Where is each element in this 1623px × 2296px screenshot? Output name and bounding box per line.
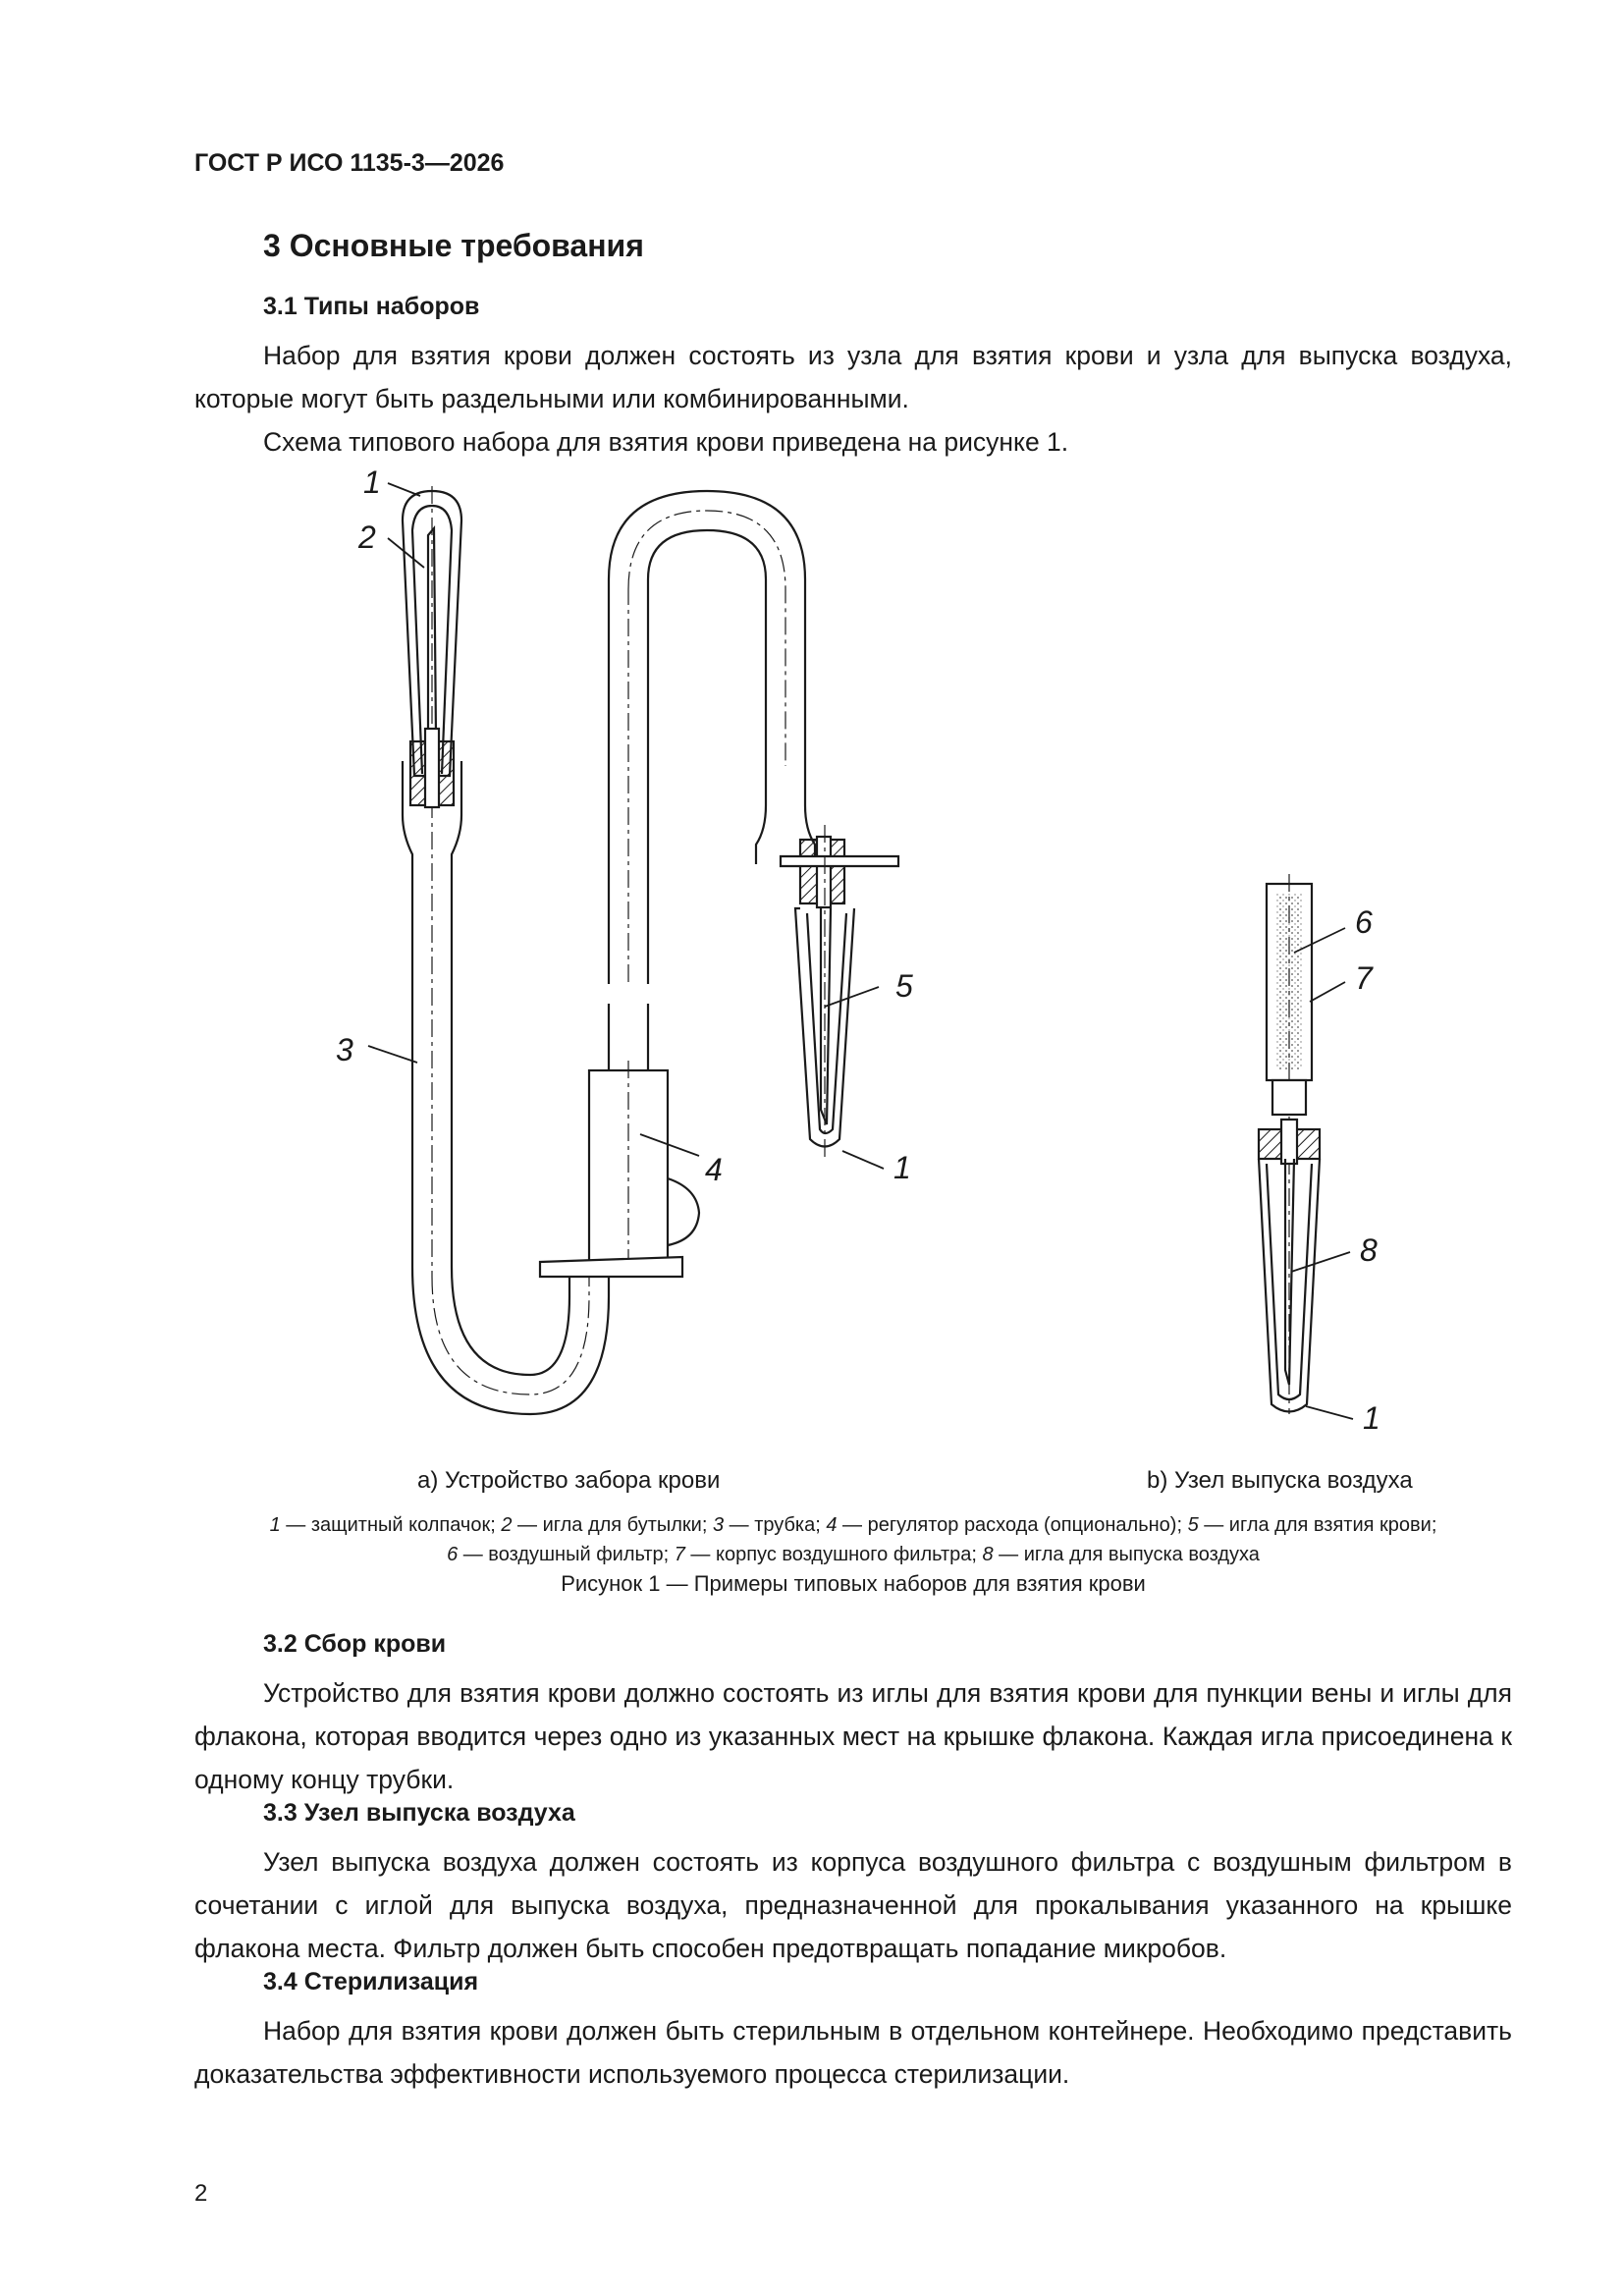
figure-title: Рисунок 1 — Примеры типовых наборов для взятия крови — [561, 1571, 1146, 1596]
legend-line-2 — [194, 1540, 1512, 1569]
figure-caption-b: b) Узел выпуска воздуха — [1147, 1467, 1413, 1494]
air-inlet-device — [1259, 874, 1320, 1414]
legend-number: 8 — [982, 1544, 994, 1565]
section-title: 3 Основные требования — [263, 228, 644, 263]
legend-text: — трубка; — [724, 1514, 827, 1536]
legend-text: — защитный колпачок; — [280, 1514, 502, 1536]
legend-number: 1 — [269, 1514, 281, 1536]
flow-regulator-wheel — [668, 1178, 699, 1245]
label-3: 3 — [336, 1032, 353, 1067]
label-1-top: 1 — [363, 465, 381, 500]
subsection-3-4-body — [194, 2009, 1512, 2096]
figure-caption-a: a) Устройство забора крови — [417, 1467, 721, 1494]
document-header: ГОСТ Р ИСО 1135-3—2026 — [194, 149, 505, 177]
legend-number: 4 — [826, 1514, 838, 1536]
legend-number: 5 — [1187, 1514, 1199, 1536]
legend-number: 7 — [674, 1544, 685, 1565]
legend-text: — воздушный фильтр; — [458, 1544, 675, 1565]
subsection-3-1-body — [194, 334, 1512, 464]
label-1-b: 1 — [1363, 1400, 1380, 1436]
subsection-3-4-heading: 3.4 Стерилизация — [263, 1968, 479, 1995]
page-number: 2 — [194, 2180, 208, 2207]
legend-number: 2 — [501, 1514, 513, 1536]
legend-number: 6 — [447, 1544, 459, 1565]
legend-text: — корпус воздушного фильтра; — [684, 1544, 983, 1565]
figure-legend — [194, 1510, 1512, 1569]
blood-collection-device — [403, 486, 898, 1414]
label-7: 7 — [1355, 960, 1373, 996]
figure-leader-lines — [368, 483, 1353, 1419]
legend-text: — игла для выпуска воздуха — [993, 1544, 1260, 1565]
legend-line-1 — [194, 1510, 1512, 1540]
label-4: 4 — [705, 1152, 723, 1187]
flow-regulator-base — [540, 1257, 682, 1277]
subsection-3-2-body — [194, 1671, 1512, 1801]
subsection-3-1-heading: 3.1 Типы наборов — [263, 293, 480, 320]
legend-text: — регулятор расхода (опционально); — [837, 1514, 1188, 1536]
legend-number: 3 — [712, 1514, 725, 1536]
paragraph: Узел выпуска воздуха должен состоять из корпуса воздушного фильтра с воздушным фильтром в сочетании с иглой для выпуска воздуха, предназначенной для прокалывания указанного на крышке флакона места. Фильтр должен быть способен предотвращать попадание микробов. — [194, 1847, 1512, 1963]
legend-text: — игла для бутылки; — [512, 1514, 713, 1536]
blood-needle-flange — [781, 856, 898, 866]
subsection-3-2-heading: 3.2 Сбор крови — [263, 1630, 447, 1658]
paragraph: Набор для взятия крови должен быть стерильным в отдельном контейнере. Необходимо представить доказательства эффективности используемого процесса стерилизации. — [194, 2016, 1512, 2089]
label-2: 2 — [358, 519, 376, 555]
subsection-3-3-body — [194, 1840, 1512, 1970]
label-8: 8 — [1360, 1232, 1378, 1268]
label-5: 5 — [895, 968, 913, 1004]
legend-text: — игла для взятия крови; — [1198, 1514, 1437, 1536]
paragraph: Набор для взятия крови должен состоять из узла для взятия крови и узла для выпуска воздуха, которые могут быть раздельными или комбинированными. — [194, 341, 1512, 413]
label-1-right: 1 — [893, 1150, 911, 1185]
figure-1-drawing — [0, 452, 1623, 1473]
label-6: 6 — [1355, 904, 1373, 940]
paragraph: Устройство для взятия крови должно состоять из иглы для взятия крови для пункции вены и иглы для флакона, которая вводится через одно из указанных мест на крышке флакона. Каждая игла присоединена к одному концу трубки. — [194, 1678, 1512, 1794]
subsection-3-3-heading: 3.3 Узел выпуска воздуха — [263, 1799, 575, 1827]
blood-collection-needle — [821, 908, 831, 1124]
paragraph: Схема типового набора для взятия крови приведена на рисунке 1. — [263, 427, 1069, 457]
